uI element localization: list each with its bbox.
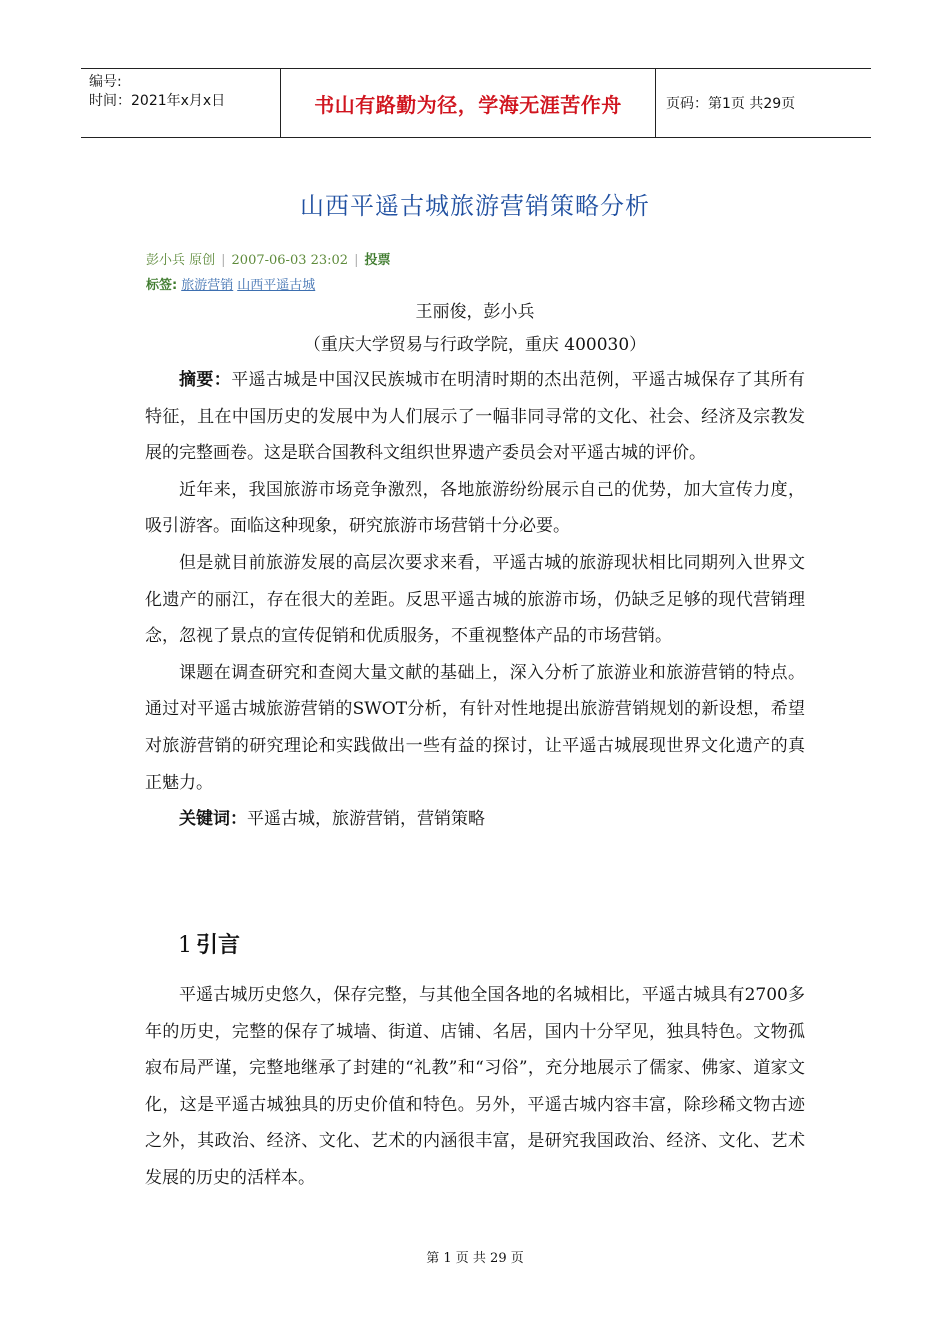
keywords-text: 平遥古城，旅游营销，营销策略 — [247, 809, 485, 830]
time-label: 时间：2021年x月x日 — [89, 93, 226, 109]
page-label: 页码：第1页 共29页 — [666, 96, 796, 112]
tags-label: 标签: — [146, 278, 178, 293]
section-heading — [178, 928, 240, 959]
header-table — [81, 68, 871, 138]
motto: 书山有路勤为径，学海无涯苦作舟 — [314, 92, 622, 117]
abstract-paragraph — [145, 362, 805, 472]
section-title: 引言 — [196, 933, 241, 958]
abstract-paragraph: 课题在调查研究和查阅大量文献的基础上，深入分析了旅游业和旅游营销的特点。通过对平遥古城旅游营销的SWOT分析，有针对性地提出旅游营销规划的新设想，希望对旅游营销的研究理论和实践做出一些有益的探讨，让平遥古城展现世界文化遗产的真正魅力。 — [145, 662, 805, 793]
article-tags — [146, 274, 315, 293]
authors: 王丽俊，彭小兵 — [415, 302, 535, 322]
tag-link-pingyao[interactable]: 山西平遥古城 — [237, 278, 316, 293]
abstract-label: 摘要： — [179, 370, 232, 390]
keywords-label: 关键词： — [179, 809, 247, 830]
abstract-text: 平遥古城是中国汉民族城市在明清时期的杰出范例，平遥古城保存了其所有特征，且在中国历史的发展中为人们展示了一幅非同寻常的文化、社会、经济及宗教发展的完整画卷。这是联合国教科文组织世界遗产委员会对平遥古城的评价。 — [145, 370, 806, 464]
header-motto-cell — [281, 69, 656, 137]
article-meta — [146, 249, 391, 268]
post-datetime: 2007-06-03 23:02 — [231, 253, 349, 268]
meta-separator: | — [221, 253, 226, 268]
header-page-cell — [656, 69, 871, 137]
abstract-block — [145, 362, 805, 838]
tag-link-tourism-marketing[interactable]: 旅游营销 — [181, 278, 234, 293]
serial-label: 编号: — [89, 74, 122, 90]
abstract-paragraph: 近年来，我国旅游市场竞争激烈，各地旅游纷纷展示自己的优势，加大宣传力度，吸引游客。面临这种现象，研究旅游市场营销十分必要。 — [145, 479, 805, 537]
section-paragraph: 平遥古城历史悠久，保存完整，与其他全国各地的名城相比，平遥古城具有2700多年的历史，完整的保存了城墙、街道、店铺、名居，国内十分罕见，独具特色。文物孤寂布局严谨，完整地继承了封建的“礼教”和“习俗”，充分地展示了儒家、佛家、道家文化，这是平遥古城独具的历史价值和特色。另外，平遥古城内容丰富，除珍稀文物古迹之外，其政治、经济、文化、艺术的内涵很丰富，是研究我国政治、经济、文化、艺术发展的历史的活样本。 — [145, 985, 805, 1188]
section-number: 1 — [178, 933, 192, 958]
meta-separator: | — [354, 253, 359, 268]
author-origin: 彭小兵 原创 — [146, 253, 216, 268]
vote-link[interactable]: 投票 — [364, 253, 391, 268]
header-left-cell — [81, 69, 281, 137]
affiliation: （重庆大学贸易与行政学院，重庆 400030） — [303, 335, 647, 355]
section-body — [145, 977, 805, 1197]
keywords-line — [145, 801, 805, 838]
abstract-paragraph: 但是就目前旅游发展的高层次要求来看，平遥古城的旅游现状相比同期列入世界文化遗产的丽江，存在很大的差距。反思平遥古城的旅游市场，仍缺乏足够的现代营销理念，忽视了景点的宣传促销和优质服务，不重视整体产品的市场营销。 — [145, 552, 805, 647]
page-footer: 第 1 页 共 29 页 — [426, 1251, 524, 1266]
document-title: 山西平遥古城旅游营销策略分析 — [300, 192, 650, 220]
